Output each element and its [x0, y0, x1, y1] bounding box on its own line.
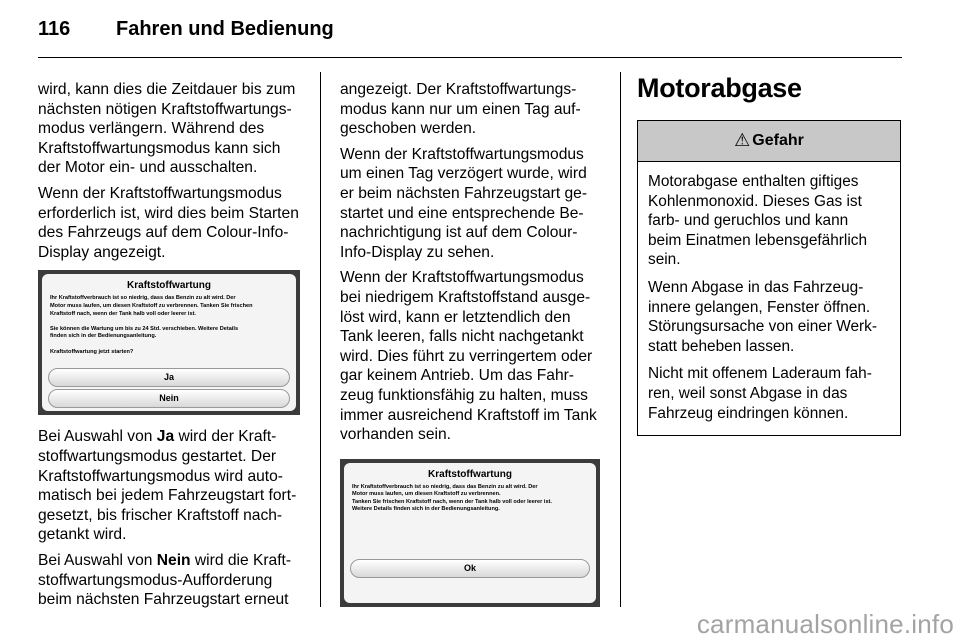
paragraph: Wenn der Kraftstoffwartungsmodus bei niedrigem Kraftstoffstand ausge- löst wird, kann er letztendlich den Tank leeren, falls nicht nachgetankt wird. Dies führt zu verringertem oder gar keinem Antrieb. Um das Fahr- zeug funktionsfähig zu halten, muss immer ausreichend Kraftstoff im Tank vorhanden sein. [340, 269, 597, 444]
chapter-title: Fahren und Bedienung [116, 18, 334, 40]
paragraph: Wenn der Kraftstoffwartungsmodus erforderlich ist, wird dies beim Starten des Fahrzeugs auf dem Colour-Info- Display angezeigt. [38, 184, 299, 261]
danger-warning-box [637, 120, 901, 436]
display-message: Ihr Kraftstoffverbrauch ist so niedrig, dass das Benzin zu alt wird. Der Motor muss laufen, um diesen Kraftstoff zu verbrennen. Tanken Sie frischen Kraftstoff nach, wenn der Tank halb voll oder leerer ist. Sie können die Wartung um bis zu 24 Std. verschieben. Weitere Details finden sich in der Bedienungsanleitung. Kraftstoffwartung jetzt starten? [50, 295, 253, 355]
display-screenshot-fuel-maintenance-info [340, 459, 600, 607]
display-panel [344, 463, 596, 603]
paragraph: Wenn Abgase in das Fahrzeug- innere gelangen, Fenster öffnen. Störungsursache von einer Werk- statt beheben lassen. [648, 278, 877, 355]
warning-body [638, 162, 900, 435]
paragraph: Bei Auswahl von Ja wird der Kraft- stoffwartungsmodus gestartet. Der Kraftstoffwartungsmodus wird auto- matisch bei jedem Fahrzeugstart fort- gesetzt, bis frischer Kraftstoff nach- getankt wird. [38, 428, 297, 544]
text-column-3 [637, 72, 901, 436]
paragraph: Nicht mit offenem Laderaum fah- ren, weil sonst Abgase in das Fahrzeug eindringen können. [648, 365, 872, 422]
text-column-2 [340, 80, 606, 619]
warning-triangle-icon: ⚠ [734, 130, 751, 151]
warning-header [638, 121, 900, 162]
display-title: Kraftstoffwartung [127, 280, 211, 292]
display-panel [42, 274, 296, 411]
warning-label: Gefahr [752, 132, 804, 150]
column-divider [320, 72, 321, 607]
paragraph: Wenn der Kraftstoffwartungsmodus um einen Tag verzögert wurde, wird er beim nächsten Fahrzeugstart ge- startet und eine entsprechende Be- nachrichtigung ist auf dem Colour- Info-Display zu sehen. [340, 145, 588, 261]
keyword-nein: Nein [156, 551, 191, 569]
yes-button[interactable]: Ja [48, 368, 290, 387]
keyword-ja: Ja [156, 428, 175, 446]
display-title: Kraftstoffwartung [428, 468, 512, 480]
paragraph: Bei Auswahl von Nein wird die Kraft- stoffwartungsmodus-Aufforderung beim nächsten Fahrzeugstart erneut [38, 551, 292, 609]
paragraph: wird, kann dies die Zeitdauer bis zum nächsten nötigen Kraftstoffwartungs- modus verlängern. Während des Kraftstoffwartungsmodus kann sich der Motor ein- und ausschalten. [38, 81, 296, 177]
paragraph: angezeigt. Der Kraftstoffwartungs- modus kann nur um einen Tag auf- geschoben werden. [340, 81, 581, 138]
page-number: 116 [38, 18, 71, 40]
display-screenshot-fuel-maintenance-prompt [38, 270, 300, 415]
page-header [38, 18, 334, 41]
header-divider [38, 57, 902, 58]
ok-button[interactable]: Ok [350, 559, 590, 578]
no-button[interactable]: Nein [48, 389, 290, 408]
paragraph: Motorabgase enthalten giftiges Kohlenmonoxid. Dieses Gas ist farb- und geruchlos und kann beim Einatmen lebensgefährlich sein. [648, 173, 868, 269]
column-divider [620, 72, 621, 607]
text-column-1 [38, 80, 304, 616]
section-title: Motorabgase [637, 73, 802, 103]
display-message: Ihr Kraftstoffverbrauch ist so niedrig, dass das Benzin zu alt wird. Der Motor muss laufen, um diesen Kraftstoff zu verbrennen. Tanken Sie frischen Kraftstoff nach, wenn der Tank halb voll oder leerer ist. Weitere Details finden sich in der Bedienungsanleitung. [352, 483, 552, 513]
watermark: carmanualsonline.info [696, 609, 954, 639]
